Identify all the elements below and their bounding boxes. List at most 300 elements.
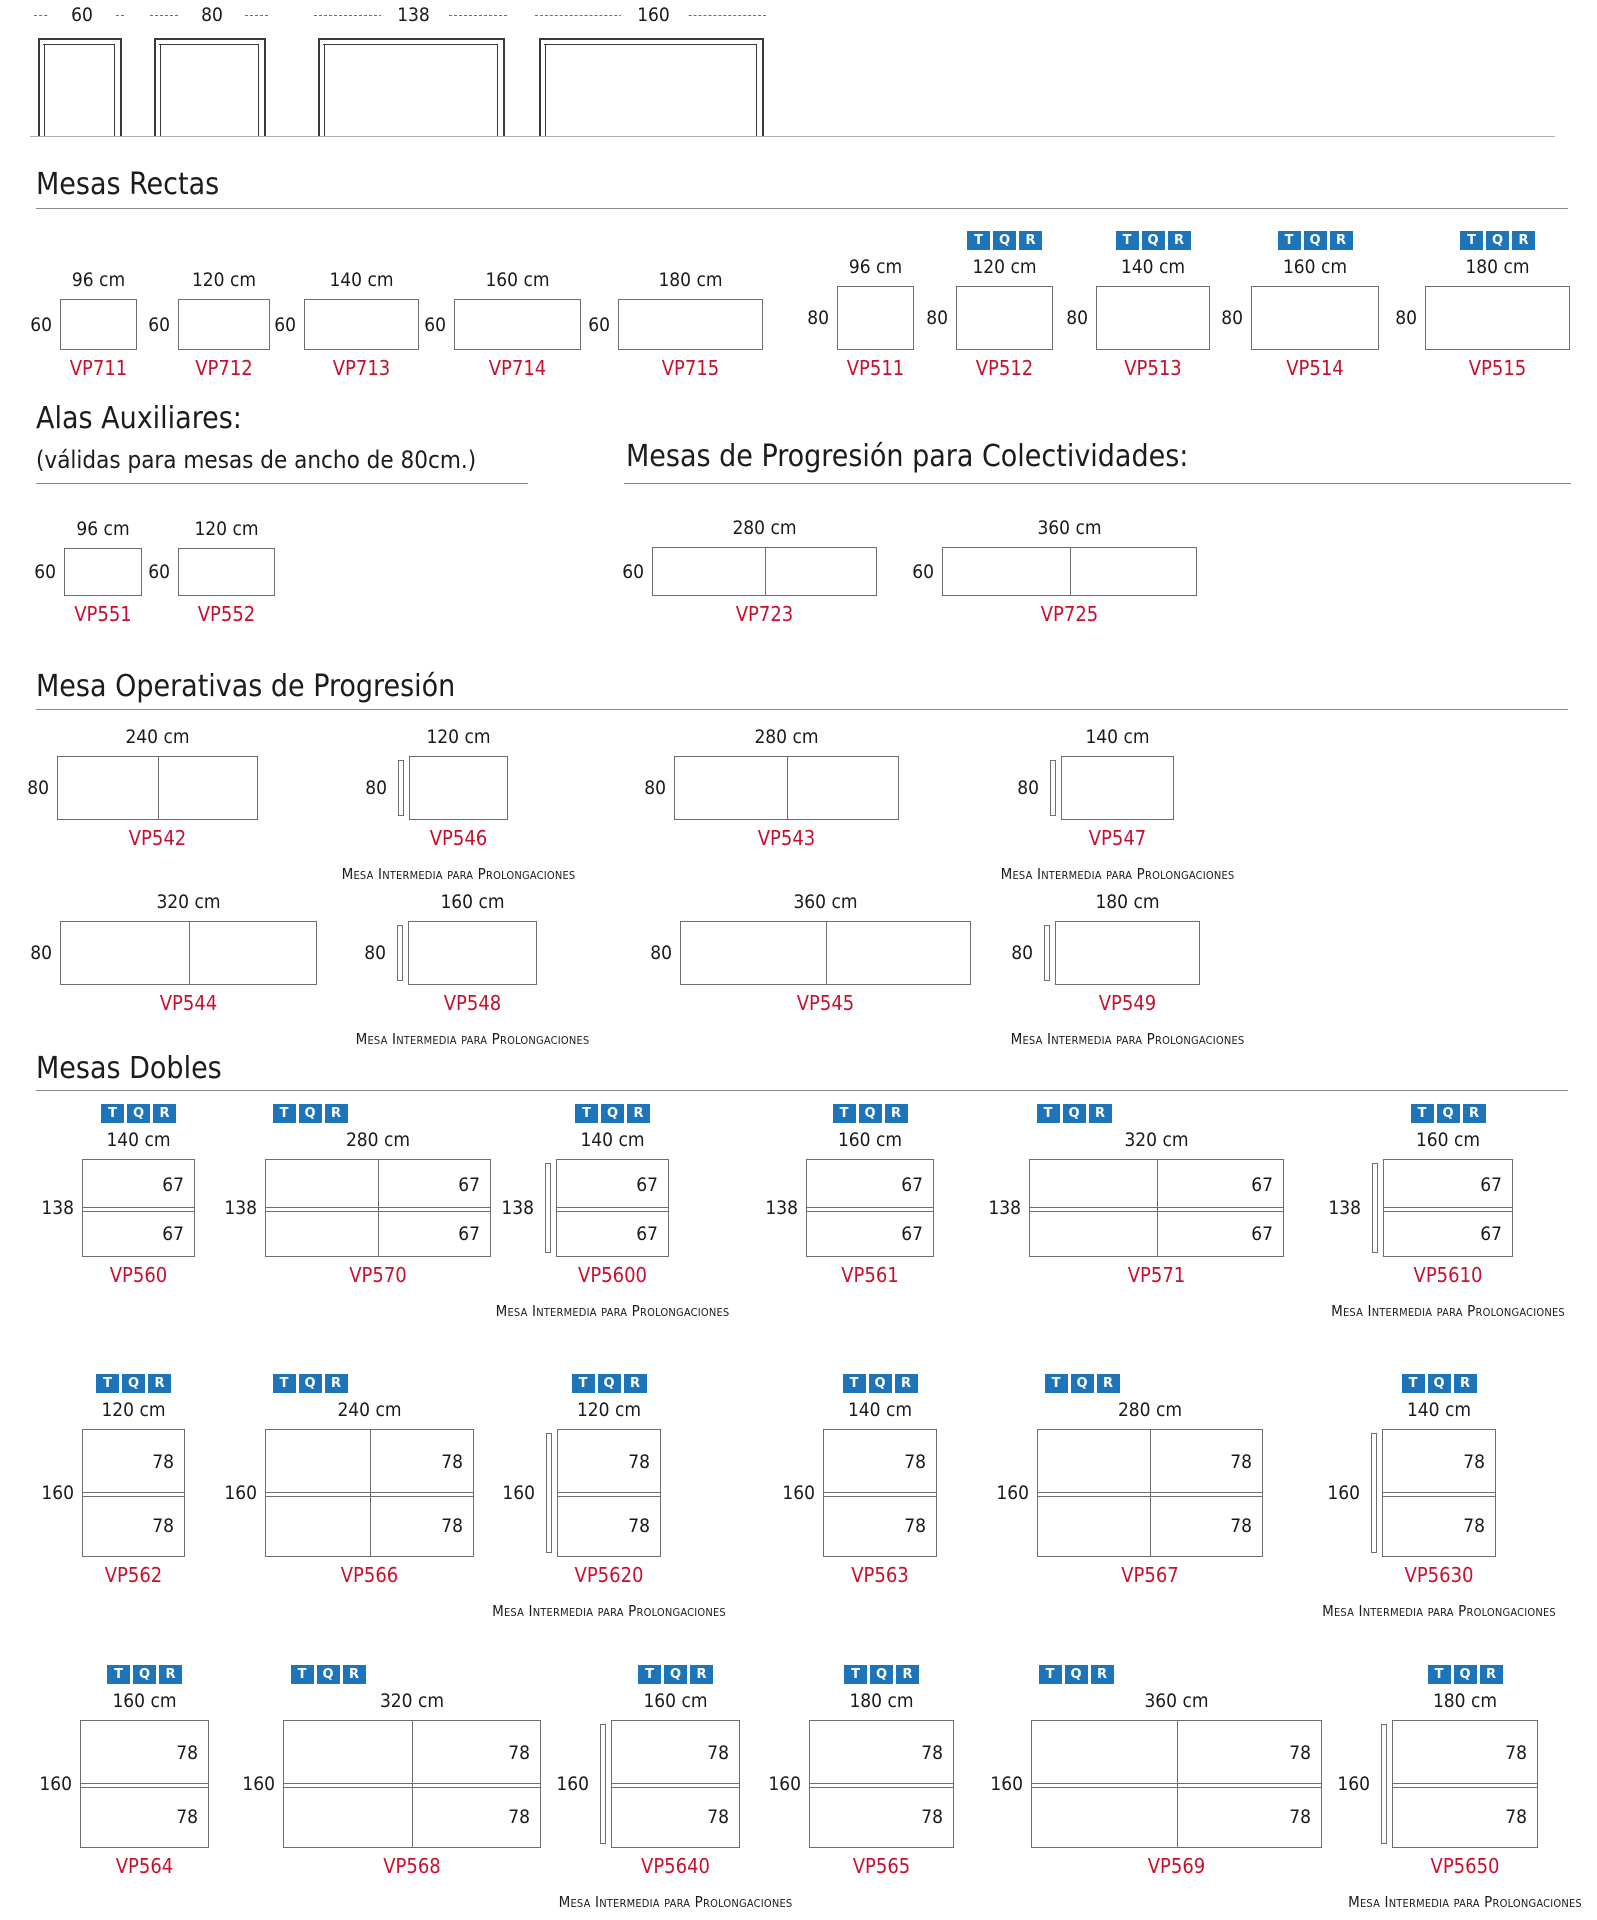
table-joint-horizontal [807,1211,933,1212]
tqr-badge-letter: T [1116,231,1139,250]
module-depth-label: 67 [1480,1173,1502,1196]
table-joint-horizontal [266,1492,473,1493]
table-top [82,1429,185,1557]
table-top [60,921,317,985]
profile-leg [38,38,40,136]
intermediate-table-note: Mesa Intermedia para Prolongaciones [355,1030,590,1048]
table-joint-horizontal [558,1496,660,1497]
table-width-label: 160 cm [837,1129,903,1151]
table-joint-vertical [1157,1160,1158,1256]
tqr-badge-letter: Q [133,1665,156,1684]
tqr-badge-letter: Q [317,1665,340,1684]
table-code: VP563 [851,1563,909,1587]
table-top [265,1159,491,1257]
table-depth-label: 160 [1327,1482,1360,1504]
table-width-label: 360 cm [1037,517,1102,539]
tqr-badge [1116,231,1191,250]
tqr-badge-letter: T [844,1665,867,1684]
table-code: VP712 [195,356,253,380]
table-depth-label: 80 [1011,942,1033,964]
table-width-label: 120 cm [194,518,259,540]
module-depth-label: 78 [508,1806,530,1828]
intermediate-table-note: Mesa Intermedia para Prolongaciones [1010,1030,1245,1048]
module-depth-label: 78 [904,1515,926,1537]
table-joint-horizontal [83,1207,194,1208]
table-width-label: 140 cm [329,269,394,291]
prolongation-slab [1050,760,1056,816]
table-joint-horizontal [1393,1783,1537,1784]
table-depth-label: 80 [1066,307,1088,329]
table-depth-label: 160 [224,1482,257,1504]
profile-top-rail [318,38,503,40]
table-width-label: 140 cm [1406,1399,1472,1421]
module-depth-label: 78 [904,1451,926,1473]
module-depth-label: 78 [921,1806,943,1828]
table-joint-horizontal [1030,1211,1283,1212]
module-depth-label: 78 [707,1742,729,1764]
module-depth-label: 78 [1289,1742,1311,1764]
tqr-badge-letter: T [1460,231,1483,250]
tqr-badge-letter: Q [869,1374,892,1393]
table-width-label: 160 cm [1282,256,1348,278]
module-depth-label: 67 [1480,1222,1502,1245]
tqr-badge [575,1104,650,1123]
module-depth-label: 67 [458,1222,480,1245]
table-code: VP565 [852,1854,911,1878]
tqr-badge-letter: Q [870,1665,893,1684]
tqr-badge-letter: R [1463,1104,1486,1123]
prolongation-slab [398,760,404,816]
table-code: VP562 [104,1563,163,1587]
table-code: VP548 [443,991,502,1015]
table-joint-horizontal [83,1492,184,1493]
section-title-dobles: Mesas Dobles [36,1051,222,1086]
module-depth-label: 78 [1463,1515,1485,1537]
table-width-label: 140 cm [580,1129,645,1151]
table-joint-horizontal [807,1207,933,1208]
table-width-label: 280 cm [345,1129,411,1151]
table-joint-horizontal [81,1783,208,1784]
section-rule-colectividades [624,483,1571,484]
module-depth-label: 67 [162,1222,184,1245]
tqr-badge-letter: T [572,1374,595,1393]
table-depth-label: 138 [1328,1197,1361,1219]
module-depth-label: 78 [152,1451,174,1473]
table-code: VP512 [975,356,1034,380]
table-depth-label: 138 [41,1197,74,1219]
profile-top-rail [154,38,264,40]
section-title-colectividades: Mesas de Progresión para Colectividades: [626,439,1189,474]
profile-top-rail-inner [159,44,259,45]
intermediate-table-note: Mesa Intermedia para Prolongaciones [1322,1602,1556,1620]
profile-width-label: 60 [49,4,115,26]
profile-leg [545,44,546,136]
table-top [1031,1720,1322,1848]
table-code: VP514 [1286,356,1344,380]
table-depth-label: 80 [807,307,829,329]
table-width-label: 160 cm [485,269,550,291]
tqr-badge [96,1374,171,1393]
module-depth-label: 78 [921,1742,943,1764]
profile-leg [503,38,505,136]
table-depth-label: 60 [148,561,170,583]
table-joint-vertical [1177,1721,1178,1847]
table-top [1382,1429,1496,1557]
table-joint-vertical [412,1721,413,1847]
profile-top-rail-inner [323,44,498,45]
table-depth-label: 60 [912,560,934,583]
table-joint-horizontal [1384,1207,1512,1208]
profile-leg [318,38,320,136]
tqr-badge-letter: T [575,1104,598,1123]
table-code: VP568 [383,1854,441,1878]
table-code: VP711 [69,356,128,380]
tqr-badge-letter: R [896,1665,919,1684]
profile-leg [539,38,541,136]
tqr-badge-letter: R [1454,1374,1477,1393]
module-depth-label: 78 [152,1515,174,1537]
section-rule-rectas [36,208,1568,209]
table-joint-vertical [1070,548,1071,595]
table-depth-label: 138 [224,1197,257,1219]
table-depth-label: 80 [926,307,948,329]
table-depth-label: 160 [782,1482,815,1504]
table-code: VP561 [841,1263,899,1287]
table-code: VP546 [429,826,488,850]
table-code: VP570 [349,1263,407,1287]
tqr-badge [273,1104,348,1123]
table-code: VP513 [1124,356,1182,380]
profile-leg [120,38,122,136]
table-width-label: 140 cm [847,1399,913,1421]
module-depth-label: 78 [1289,1806,1311,1828]
section-title-rectas: Mesas Rectas [36,167,220,202]
prolongation-slab [545,1163,551,1253]
tqr-badge-letter: T [273,1104,296,1123]
table-code: VP566 [340,1563,399,1587]
table-width-label: 180 cm [849,1690,914,1712]
module-depth-label: 78 [176,1806,198,1828]
table-width-label: 160 cm [440,891,505,913]
table-width-label: 120 cm [972,256,1037,278]
table-code: VP5600 [578,1263,647,1287]
tqr-badge-letter: T [291,1665,314,1684]
tqr-badge [1278,231,1353,250]
tqr-badge-letter: T [638,1665,661,1684]
table-code: VP549 [1098,991,1157,1015]
tqr-badge-letter: T [96,1374,119,1393]
table-top [809,1720,954,1848]
tqr-badge-letter: Q [1304,231,1327,250]
table-code: VP551 [74,602,132,626]
table-depth-label: 80 [1017,777,1039,799]
table-top [557,1429,661,1557]
table-joint-horizontal [266,1496,473,1497]
table-width-label: 160 cm [643,1690,708,1712]
table-top [1061,756,1174,820]
table-top [57,756,258,820]
table-depth-label: 80 [365,777,387,799]
module-depth-label: 78 [1505,1806,1527,1828]
table-joint-horizontal [81,1787,208,1788]
table-depth-label: 80 [1395,307,1417,329]
table-joint-horizontal [824,1496,936,1497]
table-code: VP714 [488,356,547,380]
table-joint-vertical [826,922,827,984]
table-joint-vertical [765,548,766,595]
tqr-badge-letter: Q [598,1374,621,1393]
tqr-badge-letter: R [1480,1665,1503,1684]
tqr-badge-letter: Q [127,1104,150,1123]
tqr-badge-letter: T [101,1104,124,1123]
tqr-badge-letter: Q [299,1104,322,1123]
table-code: VP567 [1121,1563,1179,1587]
tqr-badge-letter: R [690,1665,713,1684]
tqr-badge [291,1665,366,1684]
prolongation-slab [1381,1724,1387,1844]
profile-leg [44,44,45,136]
tqr-badge [101,1104,176,1123]
module-depth-label: 67 [636,1173,658,1196]
module-depth-label: 78 [1505,1742,1527,1764]
table-top [1029,1159,1284,1257]
tqr-badge-letter: Q [601,1104,624,1123]
table-code: VP725 [1040,602,1099,626]
section-subtitle-alas: (válidas para mesas de ancho de 80cm.) [36,446,477,474]
table-code: VP511 [846,356,905,380]
table-depth-label: 160 [242,1773,275,1795]
table-code: VP564 [115,1854,174,1878]
table-code: VP545 [796,991,855,1015]
table-width-label: 180 cm [658,269,723,291]
table-code: VP713 [332,356,391,380]
table-top [409,756,508,820]
table-code: VP552 [197,602,256,626]
table-top [618,299,763,350]
table-top [674,756,899,820]
module-depth-label: 67 [901,1222,923,1245]
tqr-badge-letter: T [833,1104,856,1123]
tqr-badge-letter: T [1037,1104,1060,1123]
module-depth-label: 67 [636,1222,658,1245]
table-joint-horizontal [1032,1783,1321,1784]
tqr-badge-letter: T [107,1665,130,1684]
table-width-label: 240 cm [337,1399,402,1421]
tqr-badge [833,1104,908,1123]
table-top [1392,1720,1538,1848]
profile-width-label: 160 [621,4,687,26]
table-code: VP542 [128,826,187,850]
section-rule-dobles [36,1090,1568,1091]
tqr-badge [273,1374,348,1393]
table-joint-horizontal [284,1787,540,1788]
table-code: VP5610 [1413,1263,1483,1287]
table-width-label: 160 cm [112,1690,177,1712]
table-top [806,1159,934,1257]
tqr-badge-letter: R [1097,1374,1120,1393]
table-depth-label: 160 [990,1773,1023,1795]
table-joint-horizontal [557,1211,668,1212]
table-width-label: 120 cm [576,1399,642,1421]
tqr-badge-letter: R [325,1104,348,1123]
table-top [1425,286,1570,350]
table-joint-vertical [189,922,190,984]
table-depth-label: 160 [41,1482,74,1504]
module-depth-label: 78 [441,1515,463,1537]
table-joint-horizontal [558,1492,660,1493]
table-depth-label: 60 [424,313,446,336]
table-top [82,1159,195,1257]
table-width-label: 96 cm [76,518,130,540]
table-depth-label: 160 [996,1482,1029,1504]
table-width-label: 360 cm [1144,1690,1209,1712]
table-width-label: 280 cm [754,726,819,748]
tqr-badge-letter: R [1330,231,1353,250]
table-joint-horizontal [1030,1207,1283,1208]
tqr-badge-letter: Q [1454,1665,1477,1684]
profile-width-label: 138 [381,4,447,26]
table-width-label: 280 cm [1117,1399,1183,1421]
tqr-badge [843,1374,918,1393]
table-joint-vertical [158,757,159,819]
tqr-badge-letter: Q [1065,1665,1088,1684]
profile-leg [756,44,757,136]
intermediate-table-note: Mesa Intermedia para Prolongaciones [558,1893,793,1911]
table-depth-label: 80 [27,777,49,799]
table-width-label: 180 cm [1465,256,1530,278]
table-depth-label: 60 [30,313,52,336]
table-depth-label: 160 [1337,1773,1370,1795]
table-width-label: 240 cm [125,726,190,748]
tqr-badge-letter: T [967,231,990,250]
table-joint-horizontal [1038,1492,1262,1493]
table-width-label: 320 cm [156,891,221,913]
section-rule-alas [36,483,528,484]
table-width-label: 120 cm [426,726,491,748]
table-depth-label: 60 [274,313,296,336]
tqr-badge-letter: Q [1142,231,1165,250]
tqr-badge-letter: R [148,1374,171,1393]
table-width-label: 180 cm [1432,1690,1498,1712]
profile-leg [258,44,259,136]
table-joint-vertical [370,1430,371,1556]
table-top [283,1720,541,1848]
table-depth-label: 138 [501,1197,534,1219]
tqr-badge-letter: R [1089,1104,1112,1123]
tqr-badge-letter: T [843,1374,866,1393]
tqr-badge-letter: Q [664,1665,687,1684]
profile-top-rail [539,38,762,40]
table-depth-label: 80 [1221,307,1243,329]
table-width-label: 96 cm [71,269,126,291]
tqr-badge-letter: R [885,1104,908,1123]
prolongation-slab [1372,1163,1378,1253]
table-joint-horizontal [284,1783,540,1784]
table-joint-horizontal [1032,1787,1321,1788]
table-width-label: 96 cm [848,256,903,278]
table-top [611,1720,740,1848]
section-rule-operativas [36,709,1568,710]
tqr-badge-letter: Q [993,231,1016,250]
intermediate-table-note: Mesa Intermedia para Prolongaciones [341,865,576,883]
profile-top-rail-inner [544,44,757,45]
intermediate-table-note: Mesa Intermedia para Prolongaciones [492,1602,726,1620]
tqr-badge-letter: R [159,1665,182,1684]
table-code: VP5630 [1404,1563,1474,1587]
table-depth-label: 160 [39,1773,72,1795]
tqr-badge-letter: R [1168,231,1191,250]
table-code: VP560 [109,1263,168,1287]
profile-width-label: 80 [179,4,245,26]
table-depth-label: 160 [556,1773,589,1795]
tqr-badge-letter: R [325,1374,348,1393]
table-joint-horizontal [557,1207,668,1208]
table-depth-label: 60 [148,313,170,336]
table-top [823,1429,937,1557]
prolongation-slab [600,1724,606,1844]
tqr-badge-letter: R [1091,1665,1114,1684]
tqr-badge [1037,1104,1112,1123]
module-depth-label: 78 [1463,1451,1485,1473]
tqr-badge-letter: Q [1071,1374,1094,1393]
table-top [556,1159,669,1257]
table-depth-label: 60 [34,561,56,583]
tqr-badge [1039,1665,1114,1684]
tqr-badge-letter: T [1402,1374,1425,1393]
module-depth-label: 67 [901,1173,923,1196]
tqr-badge-letter: R [343,1665,366,1684]
tqr-badge [967,231,1042,250]
intermediate-table-note: Mesa Intermedia para Prolongaciones [1000,865,1235,883]
table-width-label: 140 cm [106,1129,171,1151]
module-depth-label: 78 [628,1515,650,1537]
prolongation-slab [546,1433,552,1553]
profile-top-rail-inner [43,44,115,45]
intermediate-table-note: Mesa Intermedia para Prolongaciones [1348,1893,1582,1911]
section-title-operativas: Mesa Operativas de Progresión [36,669,456,704]
table-top [408,921,537,985]
table-joint-horizontal [1383,1496,1495,1497]
table-joint-vertical [378,1160,379,1256]
table-joint-horizontal [1038,1496,1262,1497]
table-width-label: 180 cm [1095,891,1160,913]
tqr-badge-letter: T [273,1374,296,1393]
table-code: VP569 [1147,1854,1206,1878]
table-joint-horizontal [1383,1492,1495,1493]
table-joint-horizontal [810,1787,953,1788]
tqr-badge [1428,1665,1503,1684]
module-depth-label: 78 [628,1451,650,1473]
profile-top-rail [38,38,120,40]
table-width-label: 160 cm [1415,1129,1481,1151]
table-top [178,548,275,596]
table-top [942,547,1197,596]
table-top [680,921,971,985]
table-top [1383,1159,1513,1257]
tqr-badge-letter: R [153,1104,176,1123]
module-depth-label: 78 [441,1451,463,1473]
tqr-badge-letter: Q [859,1104,882,1123]
table-joint-horizontal [824,1492,936,1493]
tqr-badge-letter: R [1019,231,1042,250]
tqr-badge [638,1665,713,1684]
table-code: VP5620 [574,1563,644,1587]
table-depth-label: 80 [650,942,672,964]
tqr-badge-letter: R [624,1374,647,1393]
table-joint-vertical [1150,1430,1151,1556]
tqr-badge-letter: T [1039,1665,1062,1684]
table-width-label: 320 cm [379,1690,445,1712]
